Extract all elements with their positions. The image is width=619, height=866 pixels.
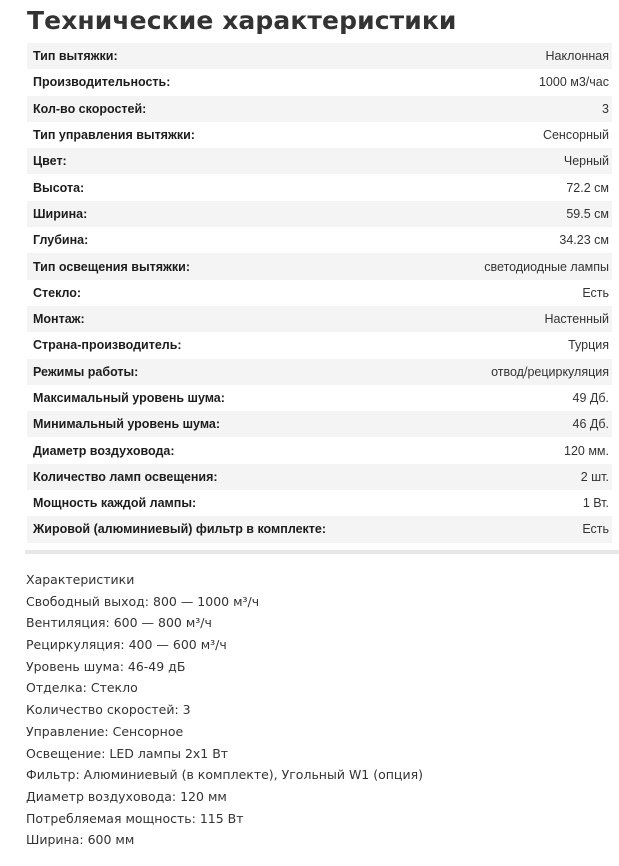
description-line: Свободный выход: 800 — 1000 м³/ч [26,593,260,609]
spec-row [27,332,612,358]
spec-row [27,437,612,463]
spec-label: Высота: [33,180,85,195]
spec-row [27,280,612,306]
description-line: Ширина: 600 мм [26,832,135,848]
spec-label: Цвет: [33,154,67,169]
spec-row [27,306,612,332]
spec-row [27,43,612,69]
description-line: Рециркуляция: 400 — 600 м³/ч [26,637,227,653]
spec-row [27,516,612,542]
spec-label: Мощность каждой лампы: [33,496,197,511]
spec-value: Турция [568,338,609,353]
spec-value: 46 Дб. [572,417,609,432]
spec-value: 59.5 см [566,206,609,221]
description-line: Вентиляция: 600 — 800 м³/ч [26,615,212,631]
spec-value: Есть [582,522,609,537]
spec-row [27,253,612,279]
spec-label: Режимы работы: [33,364,139,379]
spec-value: 1000 м3/час [538,75,609,90]
description-heading: Характеристики [26,572,135,587]
description-line: Фильтр: Алюминиевый (в комплекте), Угольный W1 (опция) [26,767,423,783]
spec-label: Глубина: [33,233,89,248]
spec-value: 120 мм. [564,443,609,458]
spec-value: 1 Вт. [582,496,609,511]
spec-value: отвод/рециркуляция [491,364,609,379]
description-block [26,569,616,851]
spec-value: 49 Дб. [572,391,609,405]
spec-label: Монтаж: [33,312,85,327]
spec-value: 34.23 см [559,233,609,248]
spec-row [27,385,612,411]
description-line: Уровень шума: 46-49 дБ [26,658,186,674]
spec-label: Минимальный уровень шума: [33,417,221,432]
spec-label: Тип управления вытяжки: [33,128,195,143]
spec-label: Ширина: [33,206,88,221]
spec-row [27,490,612,516]
spec-label: Количество ламп освещения: [33,469,218,484]
spec-row [27,69,612,95]
spec-row [27,174,612,200]
description-line: Управление: Сенсорное [26,723,184,739]
page-title: Технические характеристики [27,6,457,35]
spec-label: Тип освещения вытяжки: [33,259,191,274]
spec-row [27,227,612,253]
spec-row [27,148,612,174]
spec-label: Диаметр воздуховода: [33,443,175,458]
description-line: Количество скоростей: 3 [26,702,191,718]
spec-value: светодиодные лампы [484,259,609,274]
specs-table [27,43,612,543]
description-line: Диаметр воздуховода: 120 мм [26,788,227,804]
spec-row [27,96,612,122]
spec-label: Кол-во скоростей: [33,101,147,116]
spec-label: Страна-производитель: [33,338,182,353]
spec-label: Максимальный уровень шума: [33,391,225,405]
spec-value: Черный [563,154,609,169]
spec-row [27,411,612,437]
description-line: Отделка: Стекло [26,680,138,696]
spec-value: Сенсорный [542,128,609,143]
description-line: Потребляемая мощность: 115 Вт [26,810,244,826]
spec-label: Жировой (алюминиевый) фильтр в комплекте: [33,522,327,537]
spec-value: Есть [582,285,609,300]
spec-label: Стекло: [33,285,82,300]
spec-value: 72.2 см [566,180,609,195]
spec-row [27,201,612,227]
spec-value: 2 шт. [580,469,609,484]
spec-label: Производительность: [33,75,171,90]
description-line: Освещение: LED лампы 2x1 Вт [26,745,229,761]
spec-value: Наклонная [545,49,609,64]
section-divider [25,550,619,554]
spec-row [27,122,612,148]
spec-value: 3 [602,101,609,116]
spec-row [27,359,612,385]
spec-label: Тип вытяжки: [33,49,118,64]
spec-row [27,464,612,490]
spec-value: Настенный [544,312,609,327]
